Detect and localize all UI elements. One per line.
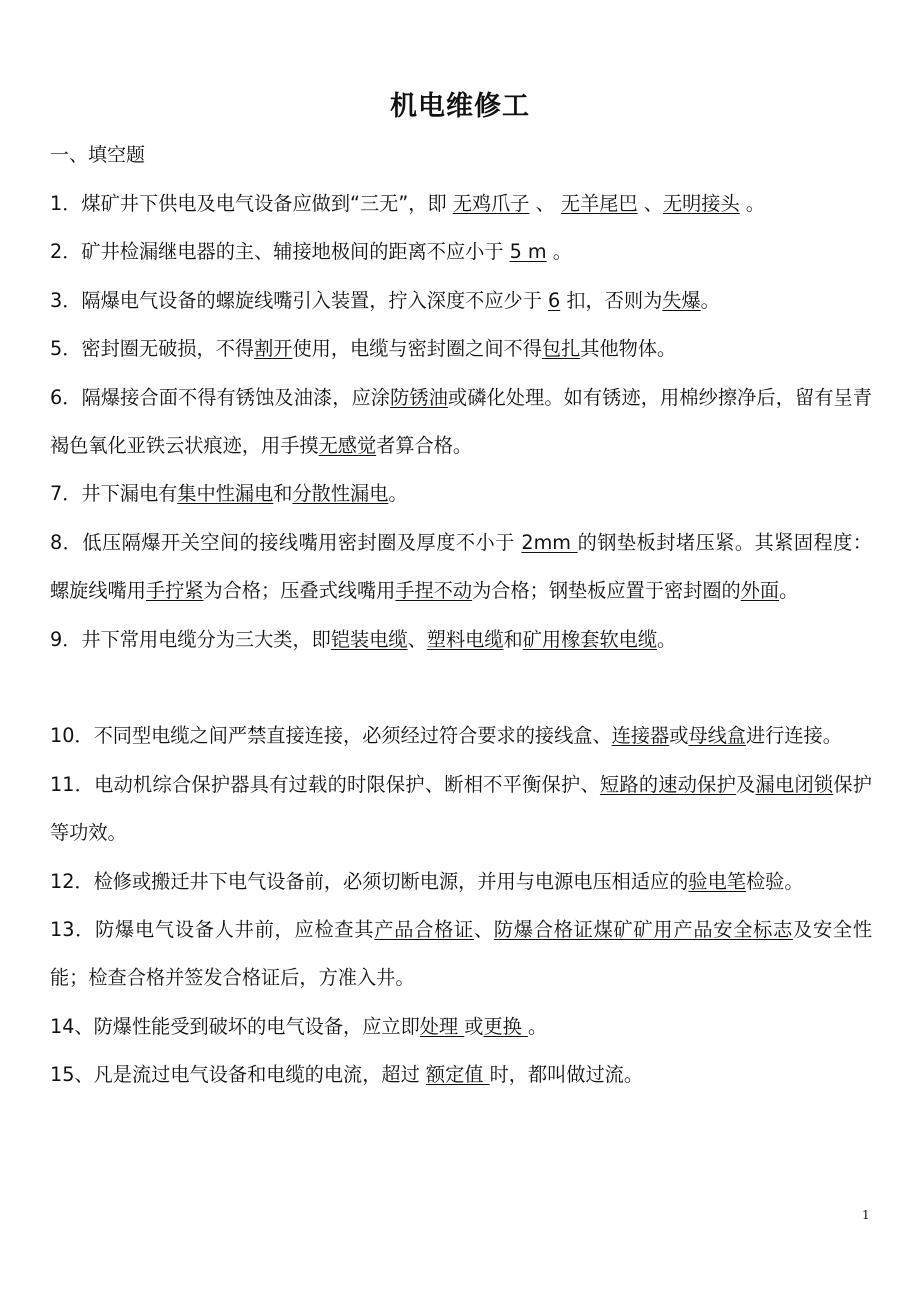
answer-blank: 无羊尾巴 [560, 192, 638, 215]
question-text: 。 [700, 288, 720, 312]
question-q8 [50, 519, 872, 616]
question-text: 为合格；钢垫板应置于密封圈的 [472, 579, 741, 603]
answer-blank: 漏电闭锁 [755, 772, 834, 796]
question-q3 [50, 277, 872, 325]
question-text: 、 [529, 192, 561, 215]
question-text: 进行连接。 [745, 724, 842, 748]
question-text: 15、凡是流过电气设备和电缆的电流，超过 [50, 1063, 426, 1087]
answer-blank: 5 m [509, 240, 547, 264]
question-text: 检验。 [745, 869, 804, 893]
question-text: 或磷化处理。如有锈迹，用棉纱擦净后，留有呈青褐色氧化亚铁云状痕迹，用手摸 [50, 385, 872, 458]
answer-blank: 矿用橡套软电缆 [522, 627, 658, 651]
question-text: 扣，否则为 [560, 288, 663, 312]
question-q2 [50, 228, 872, 276]
question-text: 1．煤矿井下供电及电气设备应做到“三无”，即 [50, 192, 453, 215]
answer-blank: 母线盒 [688, 724, 746, 748]
answer-blank: 连接器 [611, 724, 670, 748]
question-text: 及 [736, 772, 756, 796]
answer-blank: 无鸡爪子 [452, 192, 530, 215]
question-text: 者算合格。 [376, 434, 473, 458]
question-text: 13．防爆电气设备人井前，应检查其 [50, 918, 375, 942]
answer-blank: 分散性漏电 [292, 482, 389, 506]
question-text: 14、防爆性能受到破坏的电气设备，应立即 [50, 1014, 420, 1038]
question-q12 [50, 858, 872, 906]
answer-blank: 更换 [483, 1014, 528, 1038]
question-list [50, 180, 872, 1100]
question-text: 使用，电缆与密封圈之间不得 [292, 337, 542, 361]
question-text: 及安全性能；检查合格并签发合格证后，方准入井。 [50, 918, 873, 990]
answer-blank: 塑料电缆 [426, 627, 504, 651]
question-q15 [50, 1051, 872, 1099]
question-text: 2．矿井检漏继电器的主、辅接地极间的距离不应小于 [50, 240, 510, 264]
question-text: 。 [779, 579, 799, 603]
question-q13 [50, 906, 872, 1003]
question-text: 或 [669, 724, 689, 748]
question-text: 、 [637, 192, 663, 215]
question-text: 。 [527, 1014, 548, 1038]
answer-blank: 铠装电缆 [330, 627, 408, 651]
question-text: 保护等功效。 [50, 772, 872, 845]
answer-blank: 包扎 [541, 337, 581, 361]
question-text: 10．不同型电缆之间严禁直接连接，必须经过符合要求的接线盒、 [50, 724, 612, 748]
question-q11 [50, 761, 872, 858]
question-text: 其他物体。 [580, 337, 677, 361]
answer-blank: 处理 [419, 1014, 465, 1038]
answer-blank: 无明接头 [662, 192, 740, 215]
blank-line [50, 664, 872, 712]
question-q10 [50, 712, 872, 760]
question-text: 的钢垫板封堵压紧。其紧固程度：螺旋线嘴用 [50, 530, 872, 603]
question-text: 。 [388, 482, 408, 506]
answer-blank: 无感觉 [318, 434, 377, 458]
question-text: 或 [464, 1014, 484, 1038]
question-q14 [50, 1003, 872, 1051]
question-q5 [50, 325, 872, 373]
answer-blank: 6 [548, 288, 561, 312]
question-text: 6．隔爆接合面不得有锈蚀及油漆，应涂 [50, 385, 391, 409]
answer-blank: 集中性漏电 [177, 482, 274, 506]
answer-blank: 2mm [521, 530, 578, 554]
answer-blank: 手捏不动 [395, 579, 473, 603]
question-text: 为合格；压叠式线嘴用 [203, 579, 396, 603]
answer-blank: 失爆 [662, 288, 701, 312]
question-text: 、 [407, 627, 427, 651]
document-title: 机电维修工 [390, 91, 530, 122]
question-text: 9．井下常用电缆分为三大类，即 [50, 627, 331, 651]
answer-blank: 割开 [254, 337, 293, 361]
question-text: 5．密封圈无破损，不得 [50, 337, 255, 361]
question-q6 [50, 374, 872, 471]
answer-blank: 额定值 [425, 1063, 490, 1087]
answer-blank: 手拧紧 [145, 579, 204, 603]
question-text: 、 [473, 918, 494, 942]
question-q1 [50, 180, 872, 228]
question-text: 。 [657, 627, 677, 651]
question-text: 3．隔爆电气设备的螺旋线嘴引入装置，拧入深度不应少于 [50, 288, 548, 312]
question-text: 11．电动机综合保护器具有过载的时限保护、断相不平衡保护、 [50, 772, 600, 796]
question-q7 [50, 470, 872, 518]
question-text: 和 [273, 482, 293, 506]
answer-blank: 防爆合格证煤矿矿用产品安全标志 [493, 918, 794, 942]
answer-blank: 验电笔 [688, 869, 746, 893]
page-number: 1 [862, 1208, 870, 1222]
section-heading-fill-in-blank: 一、填空题 [50, 144, 146, 166]
question-text: 和 [503, 627, 523, 651]
question-text: 时，都叫做过流。 [489, 1063, 644, 1087]
answer-blank: 短路的速动保护 [599, 772, 737, 796]
question-q9 [50, 616, 872, 664]
answer-blank: 防锈油 [390, 385, 448, 409]
answer-blank: 外面 [740, 579, 780, 603]
question-text: 。 [739, 192, 765, 215]
question-text: 7．井下漏电有 [50, 482, 178, 506]
question-text: 。 [546, 240, 572, 264]
question-text: 8．低压隔爆开关空间的接线嘴用密封圈及厚度不小于 [50, 530, 522, 554]
answer-blank: 产品合格证 [374, 918, 474, 942]
question-text: 12．检修或搬迁井下电气设备前，必须切断电源，并用与电源电压相适应的 [50, 869, 689, 893]
